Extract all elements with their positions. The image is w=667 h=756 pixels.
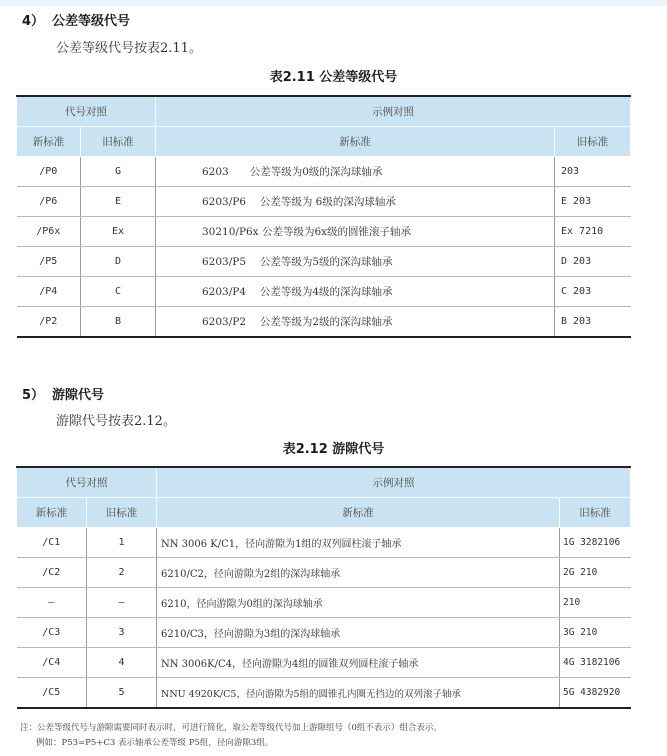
new-code: /C2 [17, 558, 87, 588]
table-row [17, 558, 631, 588]
new-code: /P2 [17, 307, 81, 338]
old-example: B 203 [555, 307, 631, 338]
header-example-comparison: 示例对照 [156, 96, 631, 127]
header-new-standard-example: 新标准 [156, 127, 555, 157]
table-2-11-caption: 表2.11 公差等级代号 [269, 70, 398, 85]
new-code: /P6x [17, 217, 81, 247]
section-4-number: 4） [22, 14, 45, 29]
example-description: 6210/C3，径向游隙为3组的深沟球轴承 [157, 618, 560, 648]
example-description: NN 3006K/C4，径向游隙为4组的圆锥双列圆柱滚子轴承 [157, 648, 560, 678]
new-code: /P4 [17, 277, 81, 307]
old-example: 3G 210 [560, 618, 631, 648]
old-code: 1 [87, 528, 157, 558]
old-example: D 203 [555, 247, 631, 277]
section-5-title: 游隙代号 [52, 388, 105, 403]
new-code: /C3 [17, 618, 87, 648]
old-example: E 203 [555, 187, 631, 217]
section-5-heading [22, 384, 104, 403]
example-description: 6203/P4 公差等级为4级的深沟球轴承 [156, 277, 555, 307]
table-row [17, 217, 631, 247]
old-code: C [81, 277, 156, 307]
old-example: 2G 210 [560, 558, 631, 588]
new-code: — [17, 588, 87, 618]
old-code: 2 [87, 558, 157, 588]
header-new-standard: 新标准 [17, 498, 87, 528]
header-code-comparison: 代号对照 [17, 467, 157, 498]
old-example: 5G 4382920 [560, 678, 631, 709]
old-code: D [81, 247, 156, 277]
old-code: G [81, 157, 156, 187]
old-example: C 203 [555, 277, 631, 307]
new-code: /C4 [17, 648, 87, 678]
table-row [17, 157, 631, 187]
example-description: 6203 公差等级为0级的深沟球轴承 [156, 157, 555, 187]
old-code: E [81, 187, 156, 217]
header-old-standard-example: 旧标准 [555, 127, 631, 157]
header-example-comparison: 示例对照 [157, 467, 631, 498]
table-row [17, 618, 631, 648]
table-row [17, 277, 631, 307]
new-code: /C5 [17, 678, 87, 709]
new-code: /C1 [17, 528, 87, 558]
example-description: 6210/C2，径向游隙为2组的深沟球轴承 [157, 558, 560, 588]
old-example: 1G 3282106 [560, 528, 631, 558]
example-description: 6203/P2 公差等级为2级的深沟球轴承 [156, 307, 555, 338]
table-row [17, 307, 631, 338]
note-line-2: 例如：P53=P5+C3 表示轴承公差等级 P5组，径向游隙3组。 [36, 738, 274, 748]
header-old-standard: 旧标准 [81, 127, 156, 157]
new-code: /P5 [17, 247, 81, 277]
top-border [0, 0, 667, 6]
header-new-standard: 新标准 [17, 127, 81, 157]
old-example: 210 [560, 588, 631, 618]
example-description: 30210/P6x 公差等级为6x级的圆锥滚子轴承 [156, 217, 555, 247]
table-row [17, 187, 631, 217]
old-code: Ex [81, 217, 156, 247]
new-code: /P0 [17, 157, 81, 187]
tolerance-grade-table [16, 95, 631, 338]
header-new-standard-example: 新标准 [157, 498, 560, 528]
table-2-12-caption: 表2.12 游隙代号 [282, 442, 385, 457]
table-row [17, 588, 631, 618]
old-code: 3 [87, 618, 157, 648]
old-code: 4 [87, 648, 157, 678]
example-description: 6203/P5 公差等级为5级的深沟球轴承 [156, 247, 555, 277]
section-4-heading [22, 10, 130, 29]
section-4-title: 公差等级代号 [52, 14, 131, 29]
old-code: B [81, 307, 156, 338]
clearance-code-table [16, 466, 631, 709]
old-example: 4G 3182106 [560, 648, 631, 678]
old-example: 203 [555, 157, 631, 187]
table-note [20, 721, 442, 751]
old-example: Ex 7210 [555, 217, 631, 247]
table-row [17, 648, 631, 678]
header-code-comparison: 代号对照 [17, 96, 156, 127]
header-old-standard-example: 旧标准 [560, 498, 631, 528]
example-description: NN 3006 K/C1，径向游隙为1组的双列圆柱滚子轴承 [157, 528, 560, 558]
example-description: 6210，径向游隙为0组的深沟球轴承 [157, 588, 560, 618]
section-5-number: 5） [22, 388, 45, 403]
section-5-paragraph: 游隙代号按表2.12。 [56, 414, 176, 429]
section-4-paragraph: 公差等级代号按表2.11。 [56, 41, 202, 56]
old-code: 5 [87, 678, 157, 709]
table-row [17, 247, 631, 277]
example-description: NNU 4920K/C5，径向游隙为5组的圆锥孔内圈无挡边的双列滚子轴承 [157, 678, 560, 709]
header-old-standard: 旧标准 [87, 498, 157, 528]
example-description: 6203/P6 公差等级为 6级的深沟球轴承 [156, 187, 555, 217]
table-row [17, 678, 631, 709]
old-code: — [87, 588, 157, 618]
table-row [17, 528, 631, 558]
new-code: /P6 [17, 187, 81, 217]
note-line-1: 注：公差等级代号与游隙需要同时表示时，可进行简化，取公差等级代号加上游隙组号（0组不表示）组合表示。 [20, 723, 442, 733]
